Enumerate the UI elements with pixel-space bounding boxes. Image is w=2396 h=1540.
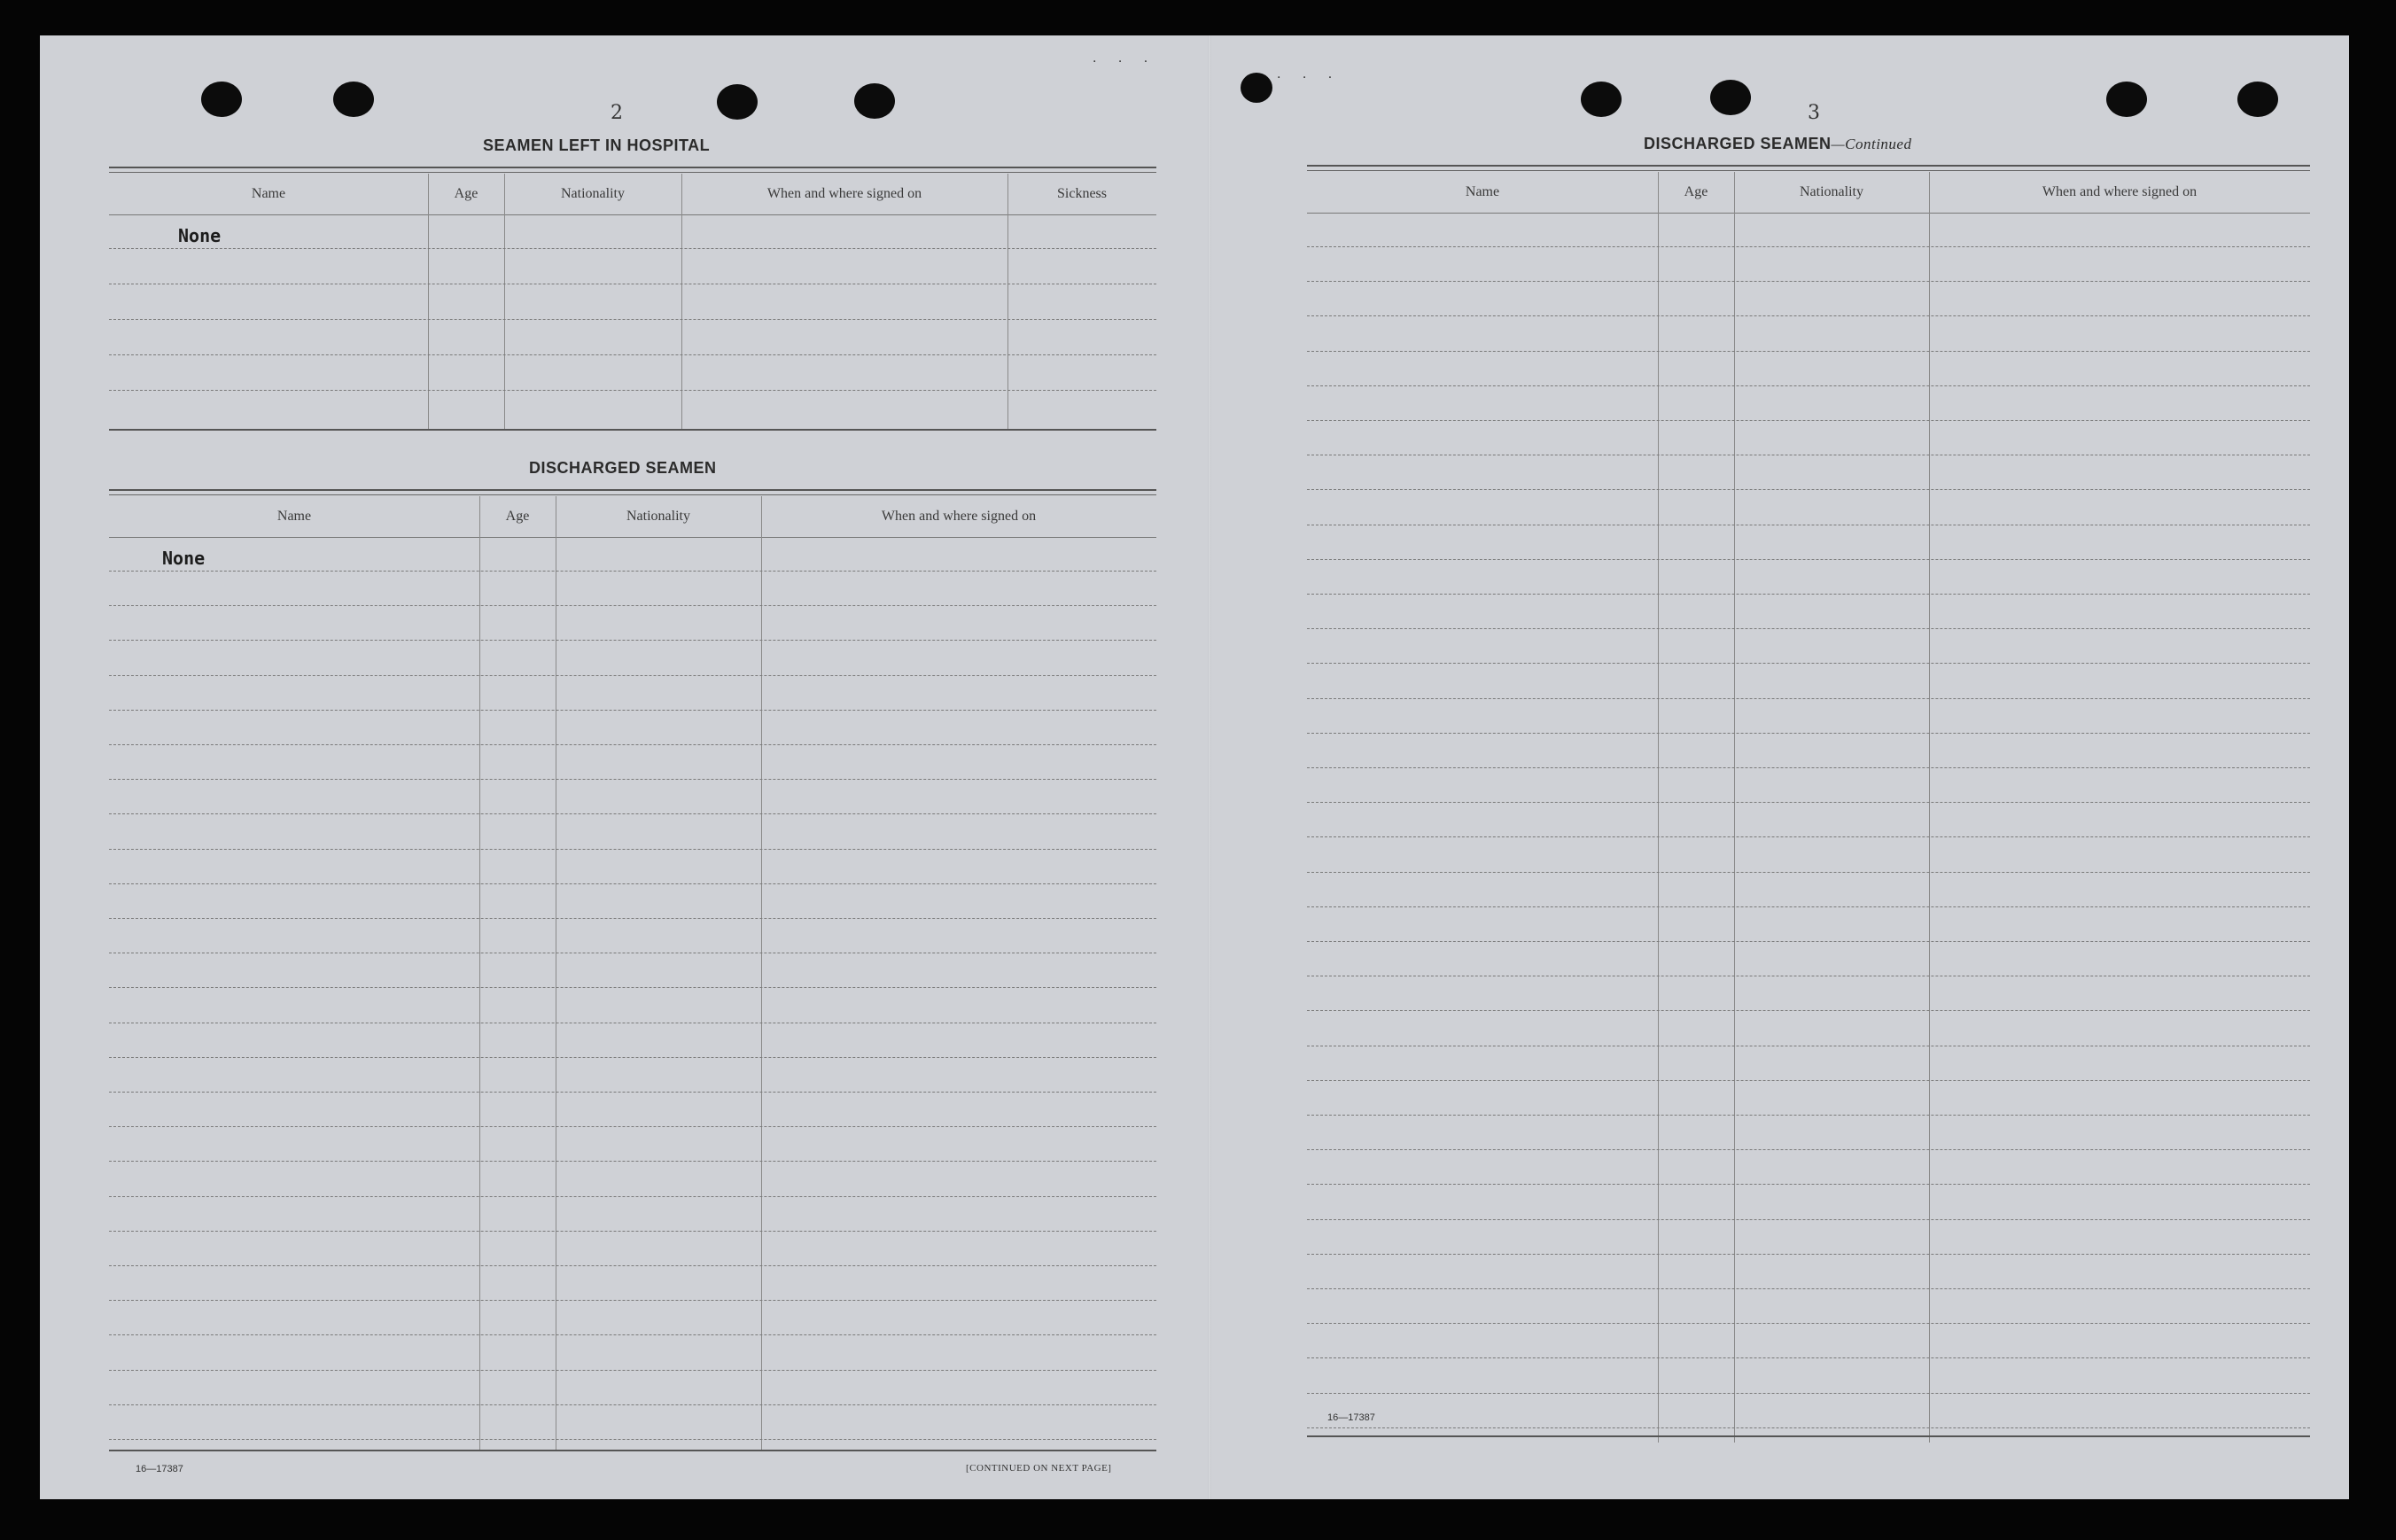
discharged-continued-title [1644,135,2087,153]
ruled-line [109,354,1156,355]
left-page [40,35,1210,1499]
discharged-entry-name: None [162,548,206,569]
column-divider [1734,172,1735,1443]
ruled-line [1307,1010,2310,1011]
punch-hole [1581,82,1622,117]
ruled-line [1307,1357,2310,1358]
hospital-section-title: SEAMEN LEFT IN HOSPITAL [483,136,711,154]
table-bottom-rule [109,1450,1156,1451]
ruled-line [109,1370,1156,1371]
page-number: 2 [611,102,623,124]
punch-hole [2106,82,2147,117]
discharged-table [109,489,1156,1455]
column-header-nationality: Nationality [1800,184,1863,199]
paper-specks: · · · [1093,55,1157,69]
column-header-age: Age [1684,184,1708,199]
ruled-line [109,918,1156,919]
paper-specks: · · · [1277,71,1342,85]
ruled-line [1307,698,2310,699]
ruled-line [1307,767,2310,768]
table-bottom-rule [1307,1435,2310,1437]
ruled-line [1307,836,2310,837]
discharged-section-title: DISCHARGED SEAMEN [529,459,717,477]
ruled-line [1307,802,2310,803]
ruled-line [1307,315,2310,316]
punch-hole [1710,80,1751,115]
column-header-signed-on: When and where signed on [2042,184,2198,199]
column-divider [428,174,429,431]
ruled-line [109,248,1156,249]
ruled-line [1307,1288,2310,1289]
ruled-line [1307,489,2310,490]
ruled-line [1307,663,2310,664]
ruled-line [109,1439,1156,1440]
punch-hole [201,82,242,117]
header-underline [1307,213,2310,214]
ruled-line [1307,594,2310,595]
ruled-line [1307,1323,2310,1324]
ruled-line [1307,1149,2310,1150]
column-divider [1929,172,1930,1443]
ruled-line [109,813,1156,814]
ruled-line [1307,385,2310,386]
ruled-line [1307,1427,2310,1428]
hospital-entry-name: None [178,225,222,246]
ruled-line [1307,559,2310,560]
ruled-line [109,1404,1156,1405]
column-header-nationality: Nationality [561,186,625,201]
column-divider [504,174,505,431]
column-header-signed-on: When and where signed on [766,186,922,201]
ruled-line [1307,733,2310,734]
hospital-table [109,167,1156,432]
ruled-line [109,1334,1156,1335]
table-top-rule [109,172,1156,173]
punch-hole [2237,82,2278,117]
column-divider [479,496,480,1450]
ruled-line [109,1057,1156,1058]
ruled-line [109,1300,1156,1301]
ruled-line [1307,1254,2310,1255]
continued-note: [CONTINUED ON NEXT PAGE] [966,1463,1112,1474]
ruled-line [1307,420,2310,421]
ruled-line [109,319,1156,320]
ruled-line [1307,351,2310,352]
column-header-sickness: Sickness [1057,186,1107,201]
table-top-rule [1307,165,2310,167]
ruled-line [1307,1115,2310,1116]
ruled-line [109,744,1156,745]
right-page [1210,35,2349,1499]
ruled-line [1307,628,2310,629]
ruled-line [109,1092,1156,1093]
column-header-age: Age [505,509,530,524]
header-underline [109,214,1156,215]
table-top-rule [109,494,1156,495]
punch-hole [333,82,374,117]
column-divider [1658,172,1659,1443]
punch-hole [1241,73,1272,103]
form-number: 16—17387 [1327,1412,1375,1423]
section-title-text: DISCHARGED SEAMEN [1644,135,1832,152]
ruled-line [1307,1219,2310,1220]
ruled-line [109,987,1156,988]
column-header-name: Name [1465,184,1500,199]
ruled-line [109,1196,1156,1197]
table-bottom-rule [109,429,1156,431]
column-header-name: Name [276,509,312,524]
ruled-line [1307,941,2310,942]
ruled-line [109,849,1156,850]
table-top-rule [1307,170,2310,171]
ruled-line [1307,246,2310,247]
form-number: 16—17387 [136,1464,183,1474]
section-title-suffix: —Continued [1831,136,1912,152]
column-divider [1007,174,1008,431]
ruled-line [1307,1080,2310,1081]
ruled-line [109,390,1156,391]
column-header-nationality: Nationality [626,509,690,524]
column-header-age: Age [454,186,478,201]
ruled-line [109,883,1156,884]
ruled-line [109,710,1156,711]
header-underline [109,537,1156,538]
ruled-line [109,1161,1156,1162]
ruled-line [109,675,1156,676]
ruled-line [109,605,1156,606]
punch-hole [717,84,758,120]
ruled-line [109,1126,1156,1127]
ruled-line [1307,906,2310,907]
ruled-line [1307,281,2310,282]
column-header-signed-on: When and where signed on [881,509,1037,524]
punch-hole [854,83,895,119]
table-top-rule [109,489,1156,491]
ruled-line [109,571,1156,572]
ruled-line [1307,1393,2310,1394]
column-divider [761,496,762,1450]
ruled-line [1307,1184,2310,1185]
column-divider [681,174,682,431]
column-header-name: Name [251,186,286,201]
ruled-line [109,1265,1156,1266]
ruled-line [1307,872,2310,873]
ruled-line [109,779,1156,780]
document-sheet [40,35,2349,1499]
table-top-rule [109,167,1156,168]
ruled-line [109,640,1156,641]
page-number: 3 [1808,102,1820,124]
discharged-continued-table [1307,165,2310,1446]
ruled-line [109,1231,1156,1232]
